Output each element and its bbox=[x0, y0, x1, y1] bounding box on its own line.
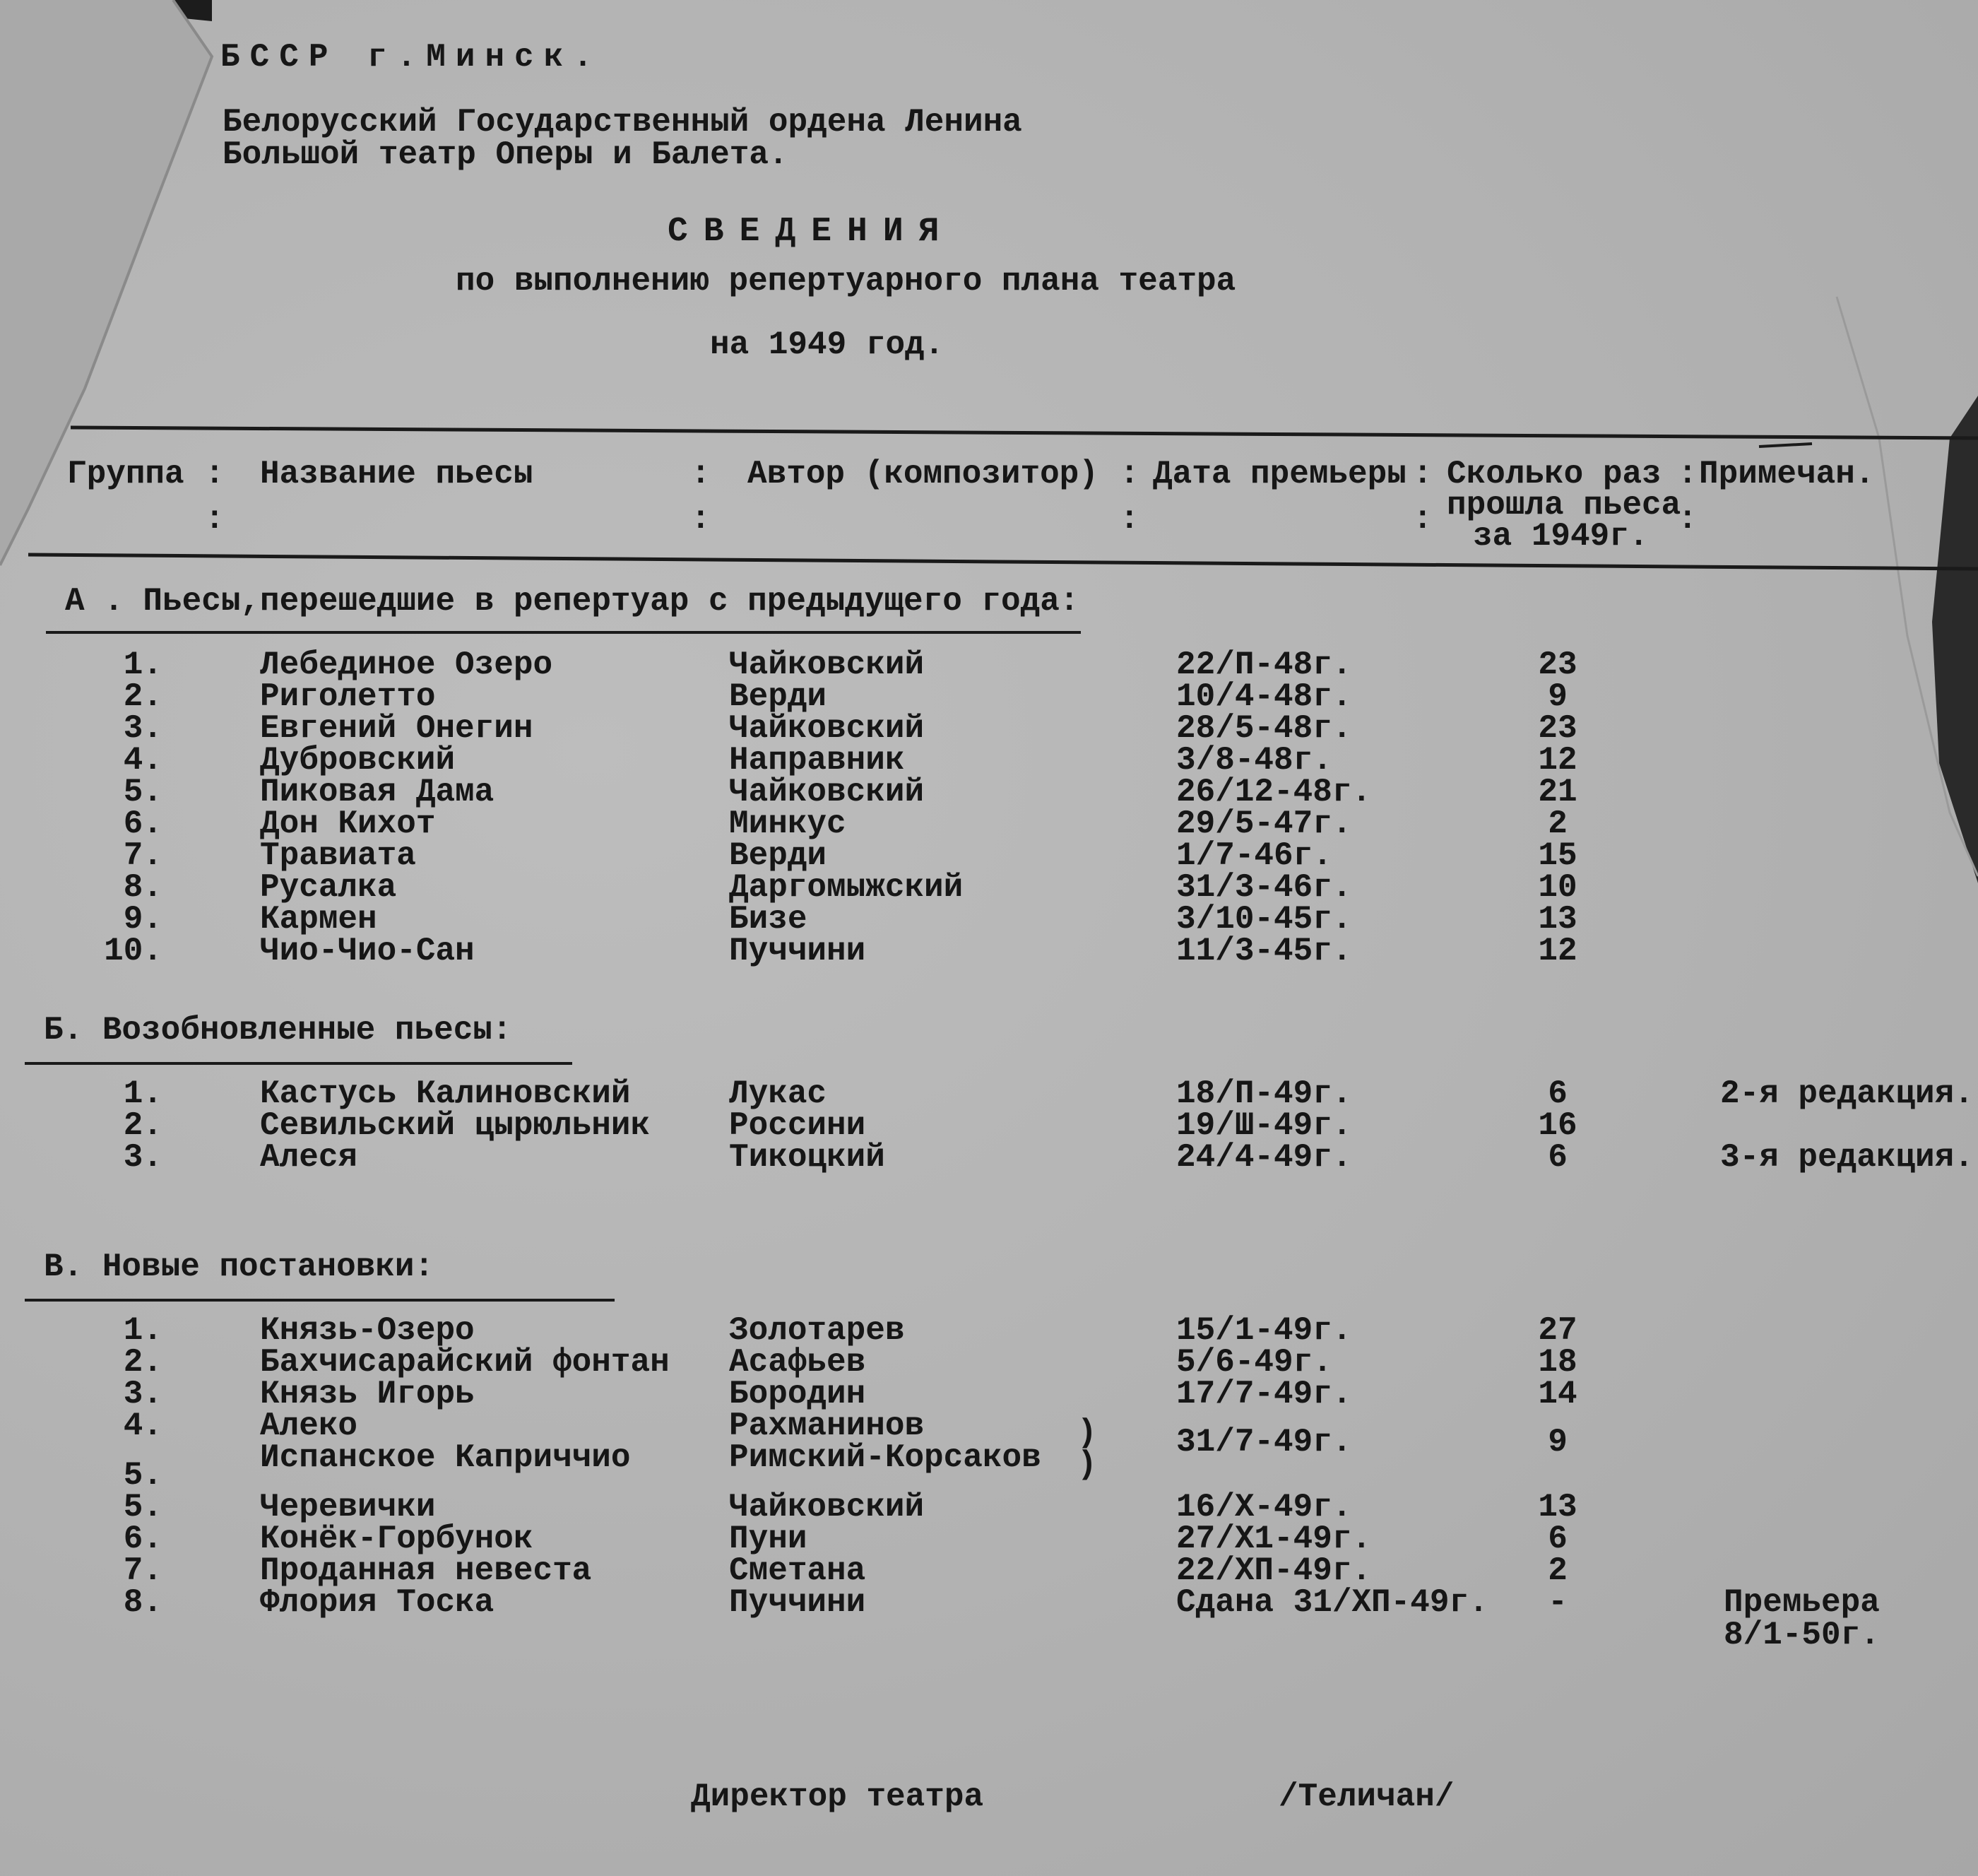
row-number: 4. bbox=[123, 742, 162, 779]
author-name: Римский-Корсаков bbox=[729, 1439, 1041, 1476]
author-name: Пуччини bbox=[729, 1584, 866, 1621]
performance-count: 10 bbox=[1538, 869, 1577, 906]
row-number: 5. bbox=[123, 774, 162, 810]
performance-count: 16 bbox=[1538, 1107, 1577, 1144]
performance-count: 21 bbox=[1538, 774, 1577, 810]
performance-count: 13 bbox=[1538, 1489, 1577, 1526]
section-c-title: В. Новые постановки: bbox=[44, 1249, 434, 1285]
author-name: Чайковский bbox=[729, 710, 925, 747]
premiere-date: 16/Х-49г. bbox=[1176, 1489, 1352, 1526]
performance-count: 12 bbox=[1538, 933, 1577, 969]
author-name: Верди bbox=[729, 837, 827, 874]
col-header-count-3: за 1949г. bbox=[1473, 518, 1649, 555]
performance-count: 6 bbox=[1548, 1075, 1568, 1112]
author-name: Чайковский bbox=[729, 647, 925, 683]
play-title: Князь Игорь bbox=[260, 1376, 475, 1412]
premiere-date: 10/4-48г. bbox=[1176, 678, 1352, 715]
col-header-author: Автор (композитор) bbox=[747, 456, 1098, 492]
author-name: Асафьев bbox=[729, 1344, 866, 1381]
org-line-2: Большой театр Оперы и Балета. bbox=[223, 136, 788, 173]
play-title: Испанское Каприччио bbox=[260, 1439, 631, 1476]
play-title: Конёк-Горбунок bbox=[260, 1521, 533, 1557]
play-title: Травиата bbox=[260, 837, 416, 874]
row-number: 10. bbox=[104, 933, 162, 969]
performance-count: 12 bbox=[1538, 742, 1577, 779]
author-name: Тикоцкий bbox=[729, 1139, 885, 1176]
author-name: Пуни bbox=[729, 1521, 807, 1557]
author-name: Направник bbox=[729, 742, 905, 779]
author-name: Чайковский bbox=[729, 774, 925, 810]
section-b-title: Б. Возобновленные пьесы: bbox=[44, 1012, 512, 1049]
bracket-mark: ) bbox=[1077, 1415, 1097, 1451]
play-title: Дубровский bbox=[260, 742, 456, 779]
premiere-date: 15/1-49г. bbox=[1176, 1312, 1352, 1349]
col-header-name: Название пьесы bbox=[260, 456, 533, 492]
play-title: Князь-Озеро bbox=[260, 1312, 475, 1349]
author-name: Золотарев bbox=[729, 1312, 905, 1349]
premiere-date: 22/П-48г. bbox=[1176, 647, 1352, 683]
col-header-premiere: Дата премьеры bbox=[1153, 456, 1406, 492]
row-number: 9. bbox=[123, 901, 162, 938]
header-rule-bottom bbox=[28, 555, 1978, 569]
performance-count: - bbox=[1548, 1584, 1568, 1621]
performance-count: 6 bbox=[1548, 1139, 1568, 1176]
header-rule-top bbox=[71, 427, 1978, 438]
play-title: Черевички bbox=[260, 1489, 436, 1526]
author-name: Бородин bbox=[729, 1376, 866, 1412]
org-line-1: Белорусский Государственный ордена Ленина bbox=[223, 104, 1022, 141]
section-a-title: А . Пьесы,перешедшие в репертуар с предыдущего года: bbox=[65, 583, 1079, 620]
col-sep: : bbox=[1413, 501, 1433, 538]
play-title: Дон Кихот bbox=[260, 806, 436, 842]
row-number: 1. bbox=[123, 647, 162, 683]
author-name: Бизе bbox=[729, 901, 807, 938]
premiere-date: 18/П-49г. bbox=[1176, 1075, 1352, 1112]
row-number: 3. bbox=[123, 1376, 162, 1412]
row-number: 5. bbox=[123, 1489, 162, 1526]
signature-name: /Теличан/ bbox=[1279, 1778, 1455, 1815]
performance-count: 18 bbox=[1538, 1344, 1577, 1381]
right-edge-dark bbox=[1932, 0, 1978, 883]
performance-count: 23 bbox=[1538, 710, 1577, 747]
play-title: Кастусь Калиновский bbox=[260, 1075, 631, 1112]
author-name: Россини bbox=[729, 1107, 866, 1144]
play-title: Проданная невеста bbox=[260, 1552, 592, 1589]
performance-count: 27 bbox=[1538, 1312, 1577, 1349]
row-number: 8. bbox=[123, 869, 162, 906]
row-note: 2-я редакция. bbox=[1720, 1075, 1974, 1112]
row-number: 2. bbox=[123, 678, 162, 715]
notes-tick bbox=[1759, 444, 1812, 447]
merged-row-number: 5. bbox=[123, 1457, 162, 1494]
performance-count: 15 bbox=[1538, 837, 1577, 874]
play-title: Русалка bbox=[260, 869, 397, 906]
row-number: 6. bbox=[123, 806, 162, 842]
col-sep: : bbox=[1413, 456, 1433, 492]
row-number: 7. bbox=[123, 1552, 162, 1589]
play-title: Чио-Чио-Сан bbox=[260, 933, 475, 969]
author-name: Пуччини bbox=[729, 933, 866, 969]
premiere-date: 27/Х1-49г. bbox=[1176, 1521, 1372, 1557]
premiere-date: 17/7-49г. bbox=[1176, 1376, 1352, 1412]
author-name: Верди bbox=[729, 678, 827, 715]
play-title: Бахчисарайский фонтан bbox=[260, 1344, 670, 1381]
performance-count: 14 bbox=[1538, 1376, 1577, 1412]
premiere-date: 11/3-45г. bbox=[1176, 933, 1352, 969]
performance-count: 2 bbox=[1548, 1552, 1568, 1589]
performance-count: 9 bbox=[1548, 678, 1568, 715]
premiere-date: 3/10-45г. bbox=[1176, 901, 1352, 938]
col-header-group: Группа bbox=[67, 456, 184, 492]
col-sep: : bbox=[1678, 456, 1698, 492]
author-name: Лукас bbox=[729, 1075, 827, 1112]
author-name: Рахманинов bbox=[729, 1408, 925, 1444]
row-number: 2. bbox=[123, 1107, 162, 1144]
performance-count: 23 bbox=[1538, 647, 1577, 683]
premiere-date: 26/12-48г. bbox=[1176, 774, 1372, 810]
row-number: 1. bbox=[123, 1075, 162, 1112]
signature-label: Директор театра bbox=[691, 1778, 984, 1815]
performance-count: 2 bbox=[1548, 806, 1568, 842]
performance-count: 6 bbox=[1548, 1521, 1568, 1557]
play-title: Пиковая Дама bbox=[260, 774, 494, 810]
play-title: Кармен bbox=[260, 901, 377, 938]
merged-premiere-date: 31/7-49г. bbox=[1176, 1424, 1352, 1461]
premiere-date: 28/5-48г. bbox=[1176, 710, 1352, 747]
premiere-date: Сдана 31/ХП-49г. bbox=[1176, 1584, 1488, 1621]
col-header-count-2: прошла пьеса bbox=[1447, 487, 1681, 524]
col-sep: : bbox=[691, 501, 711, 538]
premiere-date: 3/8-48г. bbox=[1176, 742, 1332, 779]
row-number: 1. bbox=[123, 1312, 162, 1349]
play-title: Алеся bbox=[260, 1139, 358, 1176]
performance-count: 13 bbox=[1538, 901, 1577, 938]
row-note: 3-я редакция. bbox=[1720, 1139, 1974, 1176]
premiere-date: 5/6-49г. bbox=[1176, 1344, 1332, 1381]
col-header-count-1: Сколько раз bbox=[1447, 456, 1662, 492]
row-number: 3. bbox=[123, 710, 162, 747]
location-line: БССР г.Минск. bbox=[220, 39, 603, 76]
col-sep: : bbox=[691, 456, 711, 492]
row-number: 4. bbox=[123, 1408, 162, 1444]
row-number: 3. bbox=[123, 1139, 162, 1176]
author-name: Сметана bbox=[729, 1552, 866, 1589]
play-title: Риголетто bbox=[260, 678, 436, 715]
document-title: СВЕДЕНИЯ bbox=[668, 213, 955, 251]
premiere-date: 19/Ш-49г. bbox=[1176, 1107, 1352, 1144]
col-sep: : bbox=[1120, 501, 1139, 538]
bracket-mark: ) bbox=[1077, 1446, 1097, 1483]
merged-performance-count: 9 bbox=[1548, 1424, 1568, 1461]
play-title: Флория Тоска bbox=[260, 1584, 494, 1621]
row-number: 6. bbox=[123, 1521, 162, 1557]
author-name: Даргомыжский bbox=[729, 869, 964, 906]
note-premiere-date: 8/1-50г. bbox=[1724, 1617, 1880, 1653]
document-subtitle-1: по выполнению репертуарного плана театра bbox=[456, 263, 1236, 300]
premiere-date: 31/3-46г. bbox=[1176, 869, 1352, 906]
play-title: Севильский цырюльник bbox=[260, 1107, 651, 1144]
premiere-date: 22/ХП-49г. bbox=[1176, 1552, 1372, 1589]
premiere-date: 1/7-46г. bbox=[1176, 837, 1332, 874]
row-number: 8. bbox=[123, 1584, 162, 1621]
col-header-notes: Примечан. bbox=[1699, 456, 1875, 492]
play-title: Алеко bbox=[260, 1408, 358, 1444]
note-premiere-label: Премьера bbox=[1724, 1584, 1880, 1621]
document-subtitle-2: на 1949 год. bbox=[710, 326, 944, 363]
play-title: Лебединое Озеро bbox=[260, 647, 553, 683]
author-name: Минкус bbox=[729, 806, 846, 842]
play-title: Евгений Онегин bbox=[260, 710, 533, 747]
premiere-date: 29/5-47г. bbox=[1176, 806, 1352, 842]
col-sep: : bbox=[205, 501, 225, 538]
premiere-date: 24/4-49г. bbox=[1176, 1139, 1352, 1176]
col-sep: : bbox=[1120, 456, 1139, 492]
row-number: 7. bbox=[123, 837, 162, 874]
author-name: Чайковский bbox=[729, 1489, 925, 1526]
row-number: 2. bbox=[123, 1344, 162, 1381]
col-sep: : bbox=[205, 456, 225, 492]
col-sep: : bbox=[1678, 501, 1698, 538]
